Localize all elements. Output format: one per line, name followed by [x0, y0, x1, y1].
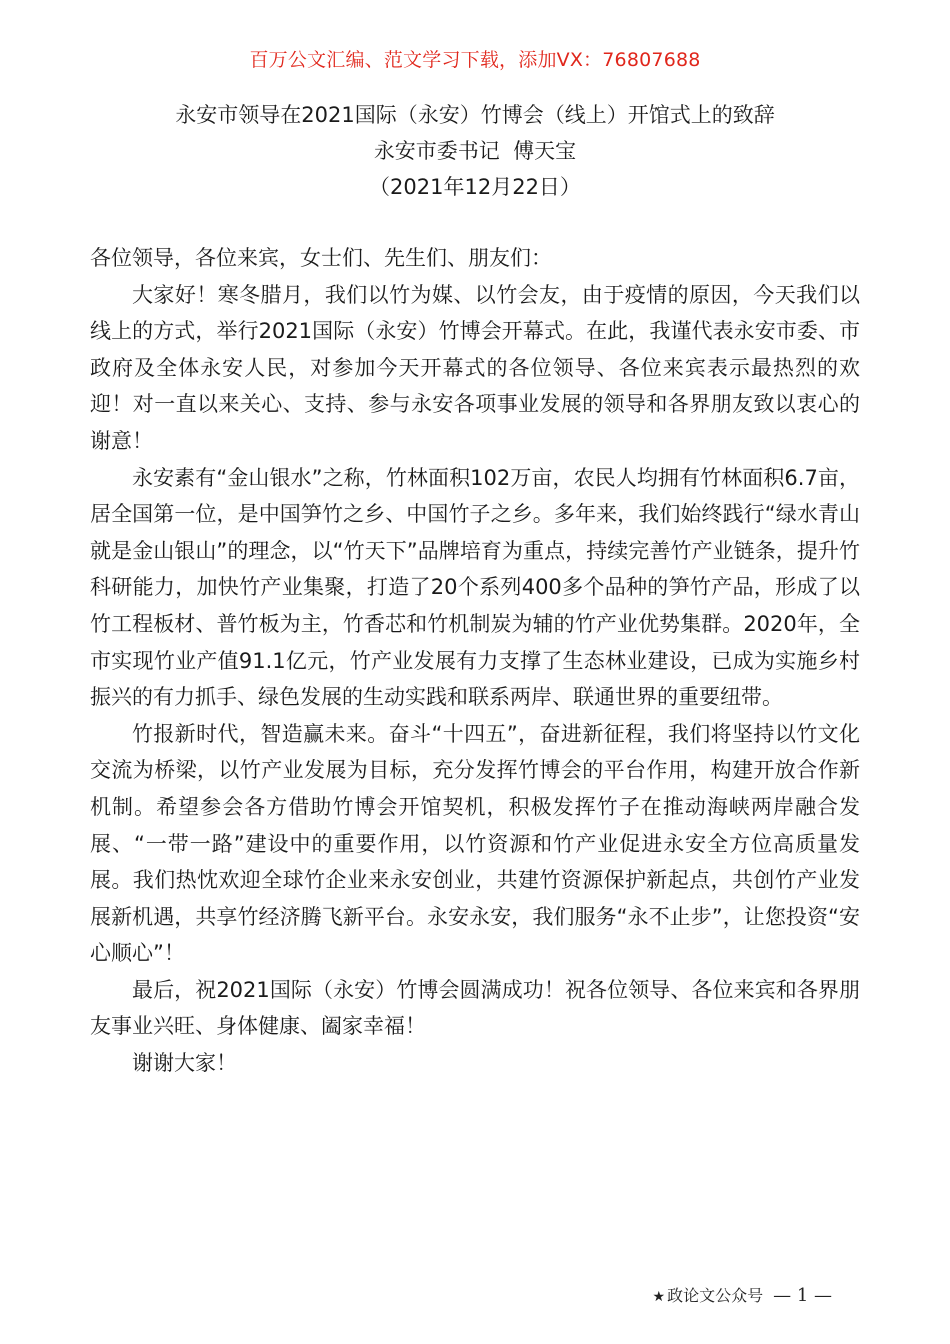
- title-block: [0, 97, 950, 205]
- speaker-line: 永安市委书记 傅天宝: [373, 139, 577, 163]
- paragraph-5: 谢谢大家！: [132, 1051, 237, 1076]
- paragraph-4: 最后，祝2021国际（永安）竹博会圆满成功！祝各位领导、各位来宾和各界朋友事业兴旺、身体健康、阖家幸福！: [90, 977, 860, 1039]
- paragraph-1: 大家好！寒冬腊月，我们以竹为媒、以竹会友，由于疫情的原因，今天我们以线上的方式，举行2021国际（永安）竹博会开幕式。在此，我谨代表永安市委、市政府及全体永安人民，对参加今天开幕式的各位领导、各位来宾表示最热烈的欢迎！对一直以来关心、支持、参与永安各项事业发展的领导和各界朋友致以衷心的谢意！: [90, 282, 860, 453]
- promo-banner: 百万公文汇编、范文学习下载，添加VX：76807688: [249, 49, 701, 71]
- page-footer: [653, 1284, 832, 1309]
- footer-label: 政论文公众号: [667, 1286, 764, 1305]
- speech-date: （2021年12月22日）: [369, 175, 581, 199]
- paragraph-3: 竹报新时代，智造赢未来。奋斗“十四五”，奋进新征程，我们将坚持以竹文化交流为桥梁，以竹产业发展为目标，充分发挥竹博会的平台作用，构建开放合作新机制。希望参会各方借助竹博会开馆契机，积极发挥竹子在推动海峡两岸融合发展、“一带一路”建设中的重要作用，以竹资源和竹产业促进永安全方位高质量发展。我们热忱欢迎全球竹企业来永安创业，共建竹资源保护新起点，共创竹产业发展新机遇，共享竹经济腾飞新平台。永安永安，我们服务“永不止步”，让您投资“安心顺心”！: [90, 721, 860, 966]
- salutation: 各位领导，各位来宾，女士们、先生们、朋友们：: [90, 246, 552, 270]
- paragraph-2: 永安素有“金山银水”之称，竹林面积102万亩，农民人均拥有竹林面积6.7亩，居全国第一位，是中国笋竹之乡、中国竹子之乡。多年来，我们始终践行“绿水青山就是金山银山”的理念，以“竹天下”品牌培育为重点，持续完善竹产业链条，提升竹科研能力，加快竹产业集聚，打造了20个系列400多个品种的笋竹产品，形成了以竹工程板材、普竹板为主，竹香芯和竹机制炭为辅的竹产业优势集群。2020年，全市实现竹业产值91.1亿元，竹产业发展有力支撑了生态林业建设，已成为实施乡村振兴的有力抓手、绿色发展的生动实践和联系两岸、联通世界的重要纽带。: [90, 465, 860, 710]
- speech-body: [90, 240, 860, 1082]
- star-icon: ★: [652, 1289, 666, 1305]
- speech-title: 永安市领导在2021国际（永安）竹博会（线上）开馆式上的致辞: [175, 103, 775, 127]
- page-number: — 1 —: [773, 1285, 832, 1306]
